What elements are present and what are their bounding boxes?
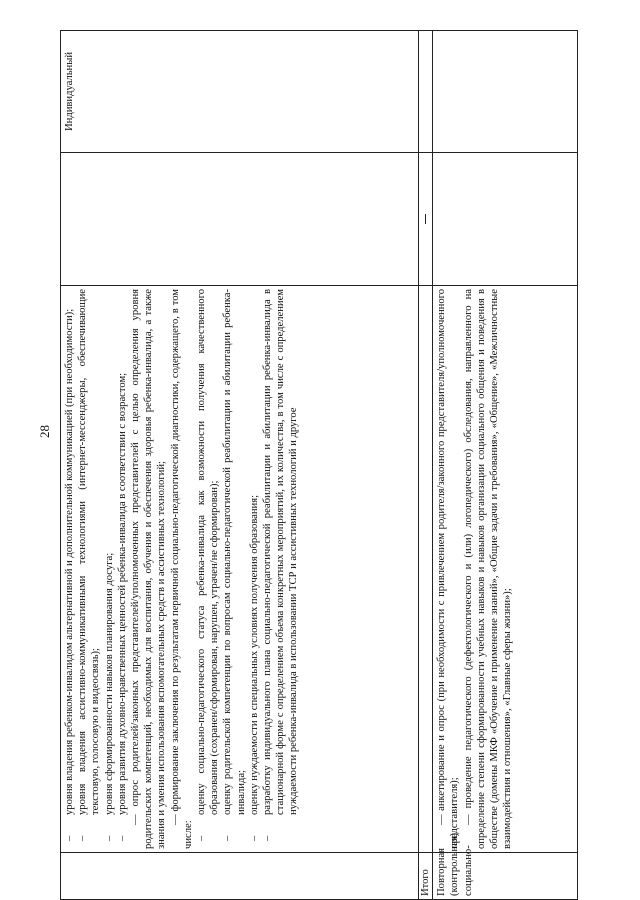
list-item: – уровня владения ассистивно-коммуникативными технологиями (интернет-мессенджеры, обеспечивающие текстовую, голосовую и видеосвязь); bbox=[77, 289, 102, 841]
total-label: Итого bbox=[420, 869, 431, 896]
total-count-cell bbox=[419, 153, 433, 286]
table-row-primary bbox=[61, 31, 419, 900]
page-number: 28 bbox=[37, 425, 52, 438]
list-item: – уровня владения ребенком-инвалидом альтернативной и дополнительной коммуникацией (при необходимости); bbox=[64, 308, 75, 841]
questionnaire-paragraph: — анкетирование и опрос (при необходимости с привлечением родителя/законного представителя/уполномоченного представителя); bbox=[436, 289, 461, 849]
list-item: – оценку нуждаемости в специальных условиях получения образования; bbox=[248, 494, 260, 841]
row1-form-cell bbox=[61, 31, 419, 153]
repeat-form-cell bbox=[433, 31, 578, 153]
survey-paragraph: — опрос родителей/законных представителей/уполномоченных представителей с целью определения уровня родительских компетенций, необходимых для воспитания, обучения и обеспечения здоровья ребенка-инвалида, а также знания и умения использования вспомогательных средств и ассистивных технологий; bbox=[130, 289, 168, 849]
row1-content-cell bbox=[61, 286, 419, 853]
total-label-cell bbox=[419, 853, 433, 900]
repeat-content-cell bbox=[433, 286, 578, 853]
services-table bbox=[60, 30, 578, 900]
examination-paragraph: — проведение педагогического (дефектологического и (или) логопедического) обследования, направленного на определение степени сформированности учебных навыков и навыков организации социального общения и поведения в обществе (домены МКФ «Обучение и применение знаний», «Общие задачи и требования», «Общение», «Межличностные взаимодействия и отношения», «Главные сферы жизни»); bbox=[462, 289, 514, 849]
row1-label-cell bbox=[61, 853, 419, 900]
row1-count-cell bbox=[61, 153, 419, 286]
dash-mark bbox=[425, 214, 426, 224]
list-item: – уровня сформированности навыков планирования досуга; bbox=[103, 552, 115, 841]
form-value: Индивидуальный bbox=[64, 52, 75, 131]
table-row-total bbox=[419, 31, 433, 900]
table-row-repeat bbox=[433, 31, 578, 900]
document-page bbox=[60, 30, 600, 900]
list-item: – оценку родительской компетенции по вопросам социально-педагогической реабилитации и абилитации ребенка-инвалида; bbox=[222, 289, 247, 841]
conclusion-paragraph: — формирование заключения по результатам первичной социально-педагогической диагностики, содержащего, в том числе: bbox=[169, 289, 194, 849]
total-form-cell bbox=[419, 31, 433, 153]
rotated-table-wrapper bbox=[60, 30, 600, 900]
list-item: – уровня развития духовно-нравственных ценностей ребенка-инвалида в соответствии с возрастом; bbox=[116, 372, 128, 841]
total-content-cell bbox=[419, 286, 433, 853]
list-item: – оценку социально-педагогического статуса ребенка-инвалида как возможности получения качественного образования (сохранен/сформирован, нарушен, утрачен/не сформирован); bbox=[196, 289, 221, 841]
repeat-label: Повторная (контрольная) социально- bbox=[436, 832, 474, 896]
list-item: – разработку индивидуального плана социально-педагогической реабилитации и абилитации ребенка-инвалида в стационарной форме с определением объема конкретных мероприятий, их количества, в том числе с определением нуждаемости ребенка-инвалида в использовании ТСР и ассистивных технологий и другое bbox=[262, 289, 300, 841]
repeat-label-cell bbox=[433, 832, 578, 900]
repeat-count-cell bbox=[433, 153, 578, 286]
